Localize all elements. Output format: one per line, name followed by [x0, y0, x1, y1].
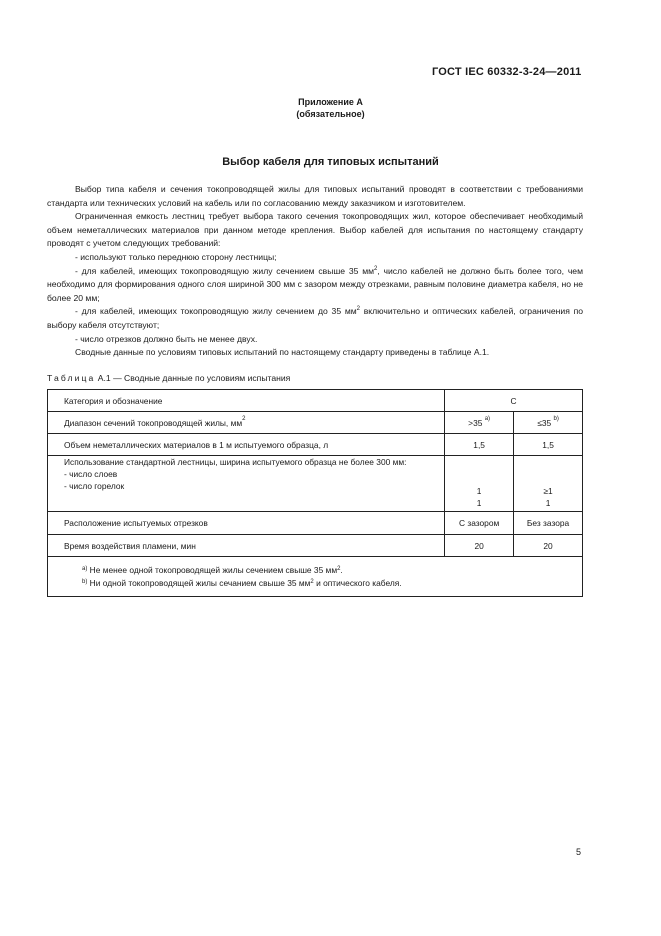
paragraph-1: Выбор типа кабеля и сечения токопроводящей жилы для типовых испытаний проводят в соответствии с требованиями стандарта или технических условий на кабель или по согласованию между заказчиком и изготовителем.: [47, 184, 583, 208]
appendix-title: Приложение А: [298, 97, 363, 107]
table-row: [48, 434, 583, 456]
table-row: [48, 535, 583, 557]
footnote-b: $^{b)}$ Ни одной токопроводящей жилы сечанием свыше 35 $мм^2$ и оптического кабеля.: [82, 577, 402, 588]
time-col2: 20: [514, 535, 583, 557]
range-label: Диапазон сечений токопроводящей жилы, $мм^2$: [48, 412, 445, 434]
category-value: С: [445, 390, 583, 412]
range-col1: >35 $^{a)}$: [445, 412, 514, 434]
list-item: - число отрезков должно быть не менее двух.: [75, 333, 258, 344]
volume-col1: 1,5: [445, 434, 514, 456]
appendix-subtitle: (обязательное): [296, 109, 365, 119]
layout-label: Расположение испытуемых отрезков: [48, 512, 445, 535]
layout-col2: Без зазора: [514, 512, 583, 535]
table-footnotes: [48, 557, 583, 597]
category-label: Категория и обозначение: [48, 390, 445, 412]
ladder-col1: 1 1: [445, 456, 514, 512]
table-row: [48, 456, 583, 512]
time-col1: 20: [445, 535, 514, 557]
table-row: [48, 412, 583, 434]
table-caption: Таблица А.1 — Сводные данные по условиям испытания: [47, 373, 291, 383]
ladder-col2: ≥1 1: [514, 456, 583, 512]
table-row: [48, 512, 583, 535]
conditions-table: [47, 389, 583, 597]
volume-label: Объем неметаллических материалов в 1 м испытуемого образца, л: [48, 434, 445, 456]
ladder-burners-label: - число горелок: [64, 481, 125, 491]
range-col2: ≤35 $^{b)}$: [514, 412, 583, 434]
body-text: [47, 183, 583, 360]
table-row: [48, 390, 583, 412]
ladder-label: Использование стандартной лестницы, ширина испытуемого образца не более 300 мм: - число слоев - число горелок: [48, 456, 445, 512]
section-title: Выбор кабеля для типовых испытаний: [222, 156, 439, 168]
paragraph-3: Сводные данные по условиям типовых испытаний по настоящему стандарту приведены в таблице А.1.: [75, 347, 490, 358]
list-item: - для кабелей, имеющих токопроводящую жилу сечением до 35 $мм^2$ включительно и оптических кабелей, ограничения по выбору кабеля отсутствуют;: [47, 306, 584, 330]
paragraph-2: Ограниченная емкость лестниц требует выбора такого сечения токопроводящих жил, которое обеспечивает необходимый объем неметаллических материалов при данном методе крепления. Выбор кабелей для испытания по настоящему стандарту проводят с учетом следующих требований:: [47, 211, 583, 249]
ladder-layers-label: - число слоев: [64, 469, 118, 479]
document-code: ГОСТ IEC 60332-3-24—2011: [432, 66, 582, 78]
layout-col1: С зазором: [445, 512, 514, 535]
appendix-heading: [0, 96, 661, 120]
time-label: Время воздействия пламени, мин: [48, 535, 445, 557]
list-item: - для кабелей, имеющих токопроводящую жилу сечением свыше 35 $мм^2$, число кабелей не должно быть более того, чем необходимо для формирования одного слоя шириной 300 мм с зазором между отрезками, равным половине диаметра кабеля, но не более 20 мм;: [47, 265, 583, 303]
volume-col2: 1,5: [514, 434, 583, 456]
footnote-a: $^{a)}$ Не менее одной токопроводящей жилы сечением свыше 35 $мм^2$.: [82, 564, 343, 575]
page-number: 5: [576, 847, 582, 857]
list-item: - используют только переднюю сторону лестницы;: [75, 251, 277, 262]
